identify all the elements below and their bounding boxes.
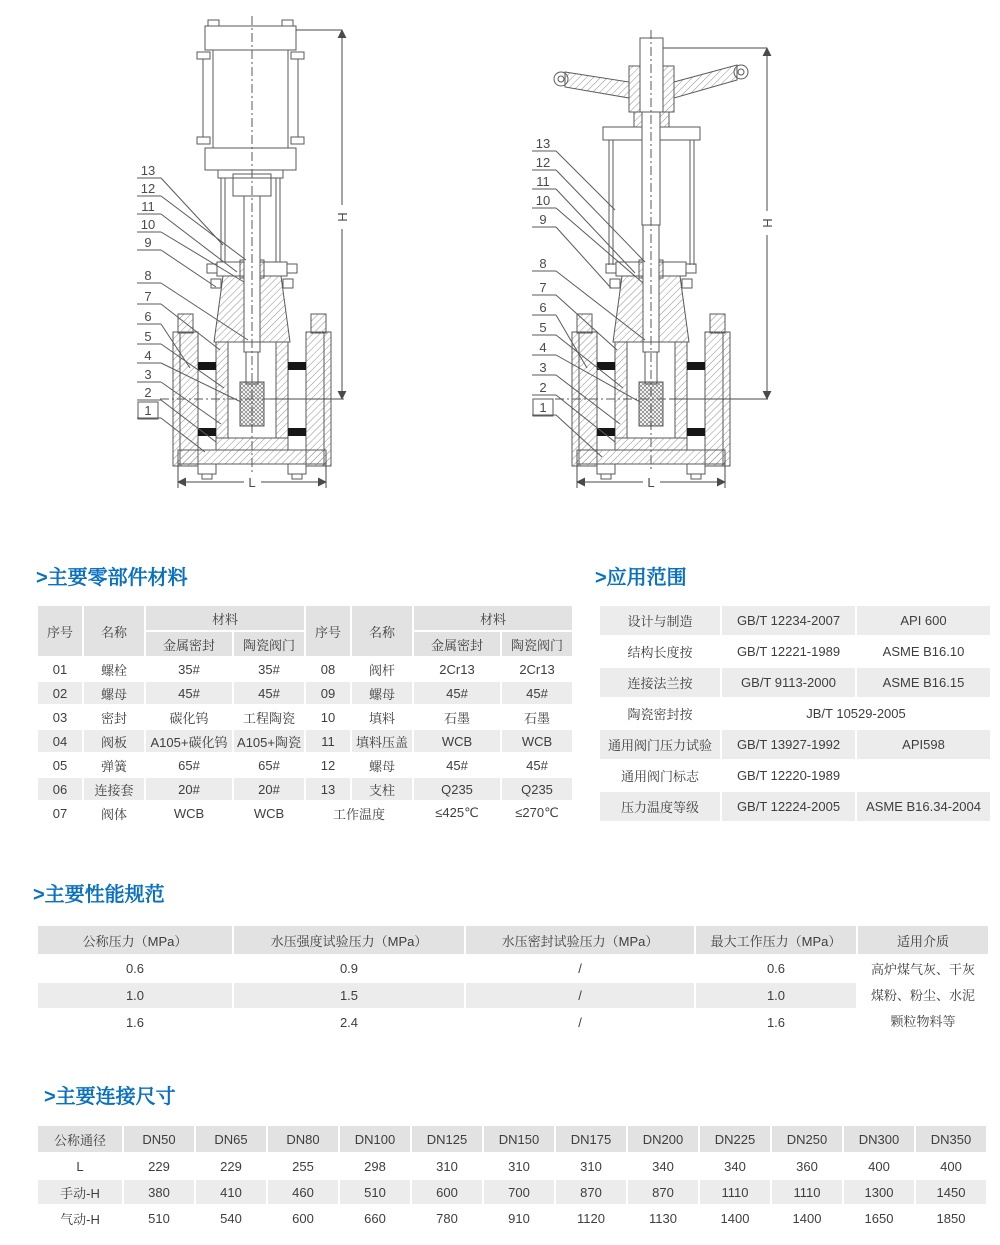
column-header: 材料 [413,605,573,631]
callout-13: 13 [140,163,156,178]
cell: API 600 [856,605,991,636]
table-row [599,760,991,791]
cell: 2Cr13 [413,657,501,681]
cell: 1110 [771,1179,843,1205]
cell: JB/T 10529-2005 [721,698,991,729]
callout-2: 2 [539,380,547,395]
cell: 2.4 [233,1009,465,1036]
column-header: DN200 [627,1125,699,1153]
cell: 1.6 [37,1009,233,1036]
cell: 45# [413,753,501,777]
callout-9: 9 [144,235,152,250]
table-row [599,729,991,760]
cell: 陶瓷密封按 [599,698,721,729]
cell: 通用阀门压力试验 [599,729,721,760]
cell: 360 [771,1153,843,1179]
cell: 2Cr13 [501,657,573,681]
table-row [37,1205,987,1231]
cell: 600 [267,1205,339,1231]
cell: Q235 [501,777,573,801]
performance-table [36,924,990,1037]
callout-5: 5 [539,320,547,335]
cell: Q235 [413,777,501,801]
dimensions-table [36,1124,988,1232]
cell: 04 [37,729,83,753]
table-row [37,777,573,801]
column-header: DN150 [483,1125,555,1153]
table-row [599,636,991,667]
cell: 510 [339,1179,411,1205]
cell: A105+陶瓷 [233,729,305,753]
cell [856,760,991,791]
callout-8: 8 [539,256,547,271]
cell: WCB [145,801,233,825]
cell: 1120 [555,1205,627,1231]
row-label: 手动-H [37,1179,123,1205]
medium-line: 高炉煤气灰、干灰 [870,961,975,977]
cell: 1300 [843,1179,915,1205]
cell: 05 [37,753,83,777]
cell: ASME B16.10 [856,636,991,667]
callout-13: 13 [535,136,551,151]
callout-11: 11 [141,199,155,214]
table-row [37,705,573,729]
cell: GB/T 13927-1992 [721,729,856,760]
column-header: 水压强度试验压力（MPa） [233,925,465,955]
cell: 45# [413,681,501,705]
cell: 0.9 [233,955,465,982]
materials-table [36,604,574,826]
callout-2: 2 [144,385,152,400]
cell: 400 [915,1153,987,1179]
cell: 07 [37,801,83,825]
column-header: 金属密封 [145,631,233,657]
callout-4: 4 [539,340,547,355]
column-header: 公称通径 [37,1125,123,1153]
cell: 1.5 [233,982,465,1009]
cell: 弹簧 [83,753,145,777]
table-row [37,1179,987,1205]
cell: 0.6 [695,955,857,982]
cell: 08 [305,657,351,681]
callout-10: 10 [140,217,156,232]
cell: 35# [233,657,305,681]
column-header: 适用介质 [857,925,989,955]
cell: 229 [195,1153,267,1179]
cell: 填料 [351,705,413,729]
cell: GB/T 12224-2005 [721,791,856,822]
callout-6: 6 [144,309,152,324]
table-row [37,982,989,1009]
column-header: 名称 [351,605,413,657]
column-header: DN100 [339,1125,411,1153]
table-row [37,605,573,631]
callout-6: 6 [539,300,547,315]
column-header: DN300 [843,1125,915,1153]
cell: 310 [411,1153,483,1179]
cell: 填料压盖 [351,729,413,753]
cell: 1.6 [695,1009,857,1036]
cell: 1400 [699,1205,771,1231]
cell: 1110 [699,1179,771,1205]
cell: 700 [483,1179,555,1205]
cell: 石墨 [501,705,573,729]
cell: 380 [123,1179,195,1205]
column-header: 名称 [83,605,145,657]
callout-10: 10 [535,193,551,208]
cell: 11 [305,729,351,753]
table-row [37,753,573,777]
application-table [598,604,992,823]
cell: 螺母 [83,681,145,705]
column-header: DN225 [699,1125,771,1153]
cell: 45# [145,681,233,705]
column-header: 序号 [37,605,83,657]
column-header: DN80 [267,1125,339,1153]
cell: ASME B16.34-2004 [856,791,991,822]
cell: 229 [123,1153,195,1179]
cell: 连接法兰按 [599,667,721,698]
cell: 连接套 [83,777,145,801]
cell: 碳化钨 [145,705,233,729]
cell: 310 [483,1153,555,1179]
cell: 密封 [83,705,145,729]
cell: GB/T 9113-2000 [721,667,856,698]
cell: 压力温度等级 [599,791,721,822]
row-label: 气动-H [37,1205,123,1231]
callout-7: 7 [144,289,152,304]
table-row [37,1153,987,1179]
cell: ASME B16.15 [856,667,991,698]
cell: GB/T 12221-1989 [721,636,856,667]
cylinder-actuator [197,20,304,178]
cell: 600 [411,1179,483,1205]
dim-H-label: H [760,218,775,228]
cell: 1450 [915,1179,987,1205]
table-row [37,1009,989,1036]
cell: 螺母 [351,753,413,777]
cell: 01 [37,657,83,681]
cell: 螺栓 [83,657,145,681]
column-header: DN65 [195,1125,267,1153]
cell: 1130 [627,1205,699,1231]
cell: / [465,1009,695,1036]
cell: GB/T 12234-2007 [721,605,856,636]
cell: 255 [267,1153,339,1179]
cell: API598 [856,729,991,760]
section-title-materials: >主要零部件材料 [36,567,188,589]
table-row [37,681,573,705]
callout-7: 7 [539,280,547,295]
table-row [37,1125,987,1153]
cell: 通用阀门标志 [599,760,721,791]
callout-4: 4 [144,348,152,363]
cell: 45# [501,681,573,705]
cell: / [465,955,695,982]
section-title-dimensions: >主要连接尺寸 [44,1086,176,1108]
cell: / [465,982,695,1009]
cell: 1.0 [37,982,233,1009]
cell: 09 [305,681,351,705]
column-header: DN350 [915,1125,987,1153]
cell: 20# [233,777,305,801]
section-title-performance: >主要性能规范 [33,884,165,906]
table-row [37,801,573,825]
cell: 13 [305,777,351,801]
pneumatic-valve-drawing [120,10,410,502]
cell: 支柱 [351,777,413,801]
cell: 0.6 [37,955,233,982]
row-label: L [37,1153,123,1179]
cell: 660 [339,1205,411,1231]
cell: A105+碳化钨 [145,729,233,753]
cell: 阀杆 [351,657,413,681]
cell: 设计与制造 [599,605,721,636]
callout-8: 8 [144,268,152,283]
cell: 02 [37,681,83,705]
column-header: 材料 [145,605,305,631]
cell: 870 [627,1179,699,1205]
table-row [37,925,989,955]
cell: 06 [37,777,83,801]
cell: 1400 [771,1205,843,1231]
cell: 540 [195,1205,267,1231]
medium-line: 煤粉、粉尘、水泥 [870,987,975,1003]
cell: WCB [501,729,573,753]
callout-9: 9 [539,212,547,227]
cell: 340 [699,1153,771,1179]
dim-L-label: L [248,475,256,490]
cell: 1.0 [695,982,857,1009]
table-row [37,955,989,982]
cell: 工程陶瓷 [233,705,305,729]
column-header: 金属密封 [413,631,501,657]
cell: 310 [555,1153,627,1179]
column-header: 公称压力（MPa） [37,925,233,955]
medium-line: 颗粒物料等 [890,1013,956,1029]
column-header: 水压密封试验压力（MPa） [465,925,695,955]
cell: 65# [233,753,305,777]
callout-11: 11 [536,174,550,189]
cell: 1650 [843,1205,915,1231]
cell: 45# [501,753,573,777]
column-header: DN125 [411,1125,483,1153]
cell: WCB [233,801,305,825]
cell: 298 [339,1153,411,1179]
callout-1: 1 [539,400,547,415]
cell: 10 [305,705,351,729]
column-header: 序号 [305,605,351,657]
cell: 410 [195,1179,267,1205]
dim-L-label: L [647,475,655,490]
cell: ≤270℃ [501,801,573,825]
table-row [599,667,991,698]
table-row [599,698,991,729]
column-header: DN50 [123,1125,195,1153]
cell: 340 [627,1153,699,1179]
cell: 780 [411,1205,483,1231]
callout-12: 12 [140,181,156,196]
cell: 结构长度按 [599,636,721,667]
cell: 870 [555,1179,627,1205]
cell: 45# [233,681,305,705]
cell: 400 [843,1153,915,1179]
handwheel-valve-drawing [505,10,805,502]
dim-H-label: H [335,212,350,222]
callout-5: 5 [144,329,152,344]
cell: 03 [37,705,83,729]
callout-3: 3 [144,367,152,382]
table-row [37,657,573,681]
cell: 35# [145,657,233,681]
cell: 1850 [915,1205,987,1231]
cell: WCB [413,729,501,753]
cell: 工作温度 [305,801,413,825]
cell: 阀板 [83,729,145,753]
column-header: 最大工作压力（MPa） [695,925,857,955]
column-header: DN250 [771,1125,843,1153]
column-header: 陶瓷阀门 [501,631,573,657]
table-row [37,729,573,753]
column-header: DN175 [555,1125,627,1153]
cell: 20# [145,777,233,801]
cell: 65# [145,753,233,777]
cell: ≤425℃ [413,801,501,825]
table-row [599,791,991,822]
cell: 510 [123,1205,195,1231]
cell: 910 [483,1205,555,1231]
callout-3: 3 [539,360,547,375]
callout-12: 12 [535,155,551,170]
cell: GB/T 12220-1989 [721,760,856,791]
table-row [599,605,991,636]
cell: 螺母 [351,681,413,705]
cell: 460 [267,1179,339,1205]
cell: 12 [305,753,351,777]
column-header: 陶瓷阀门 [233,631,305,657]
cell: 阀体 [83,801,145,825]
medium-cell [857,955,989,1036]
callout-1: 1 [144,403,152,418]
cell: 石墨 [413,705,501,729]
section-title-application: >应用范围 [595,567,687,589]
